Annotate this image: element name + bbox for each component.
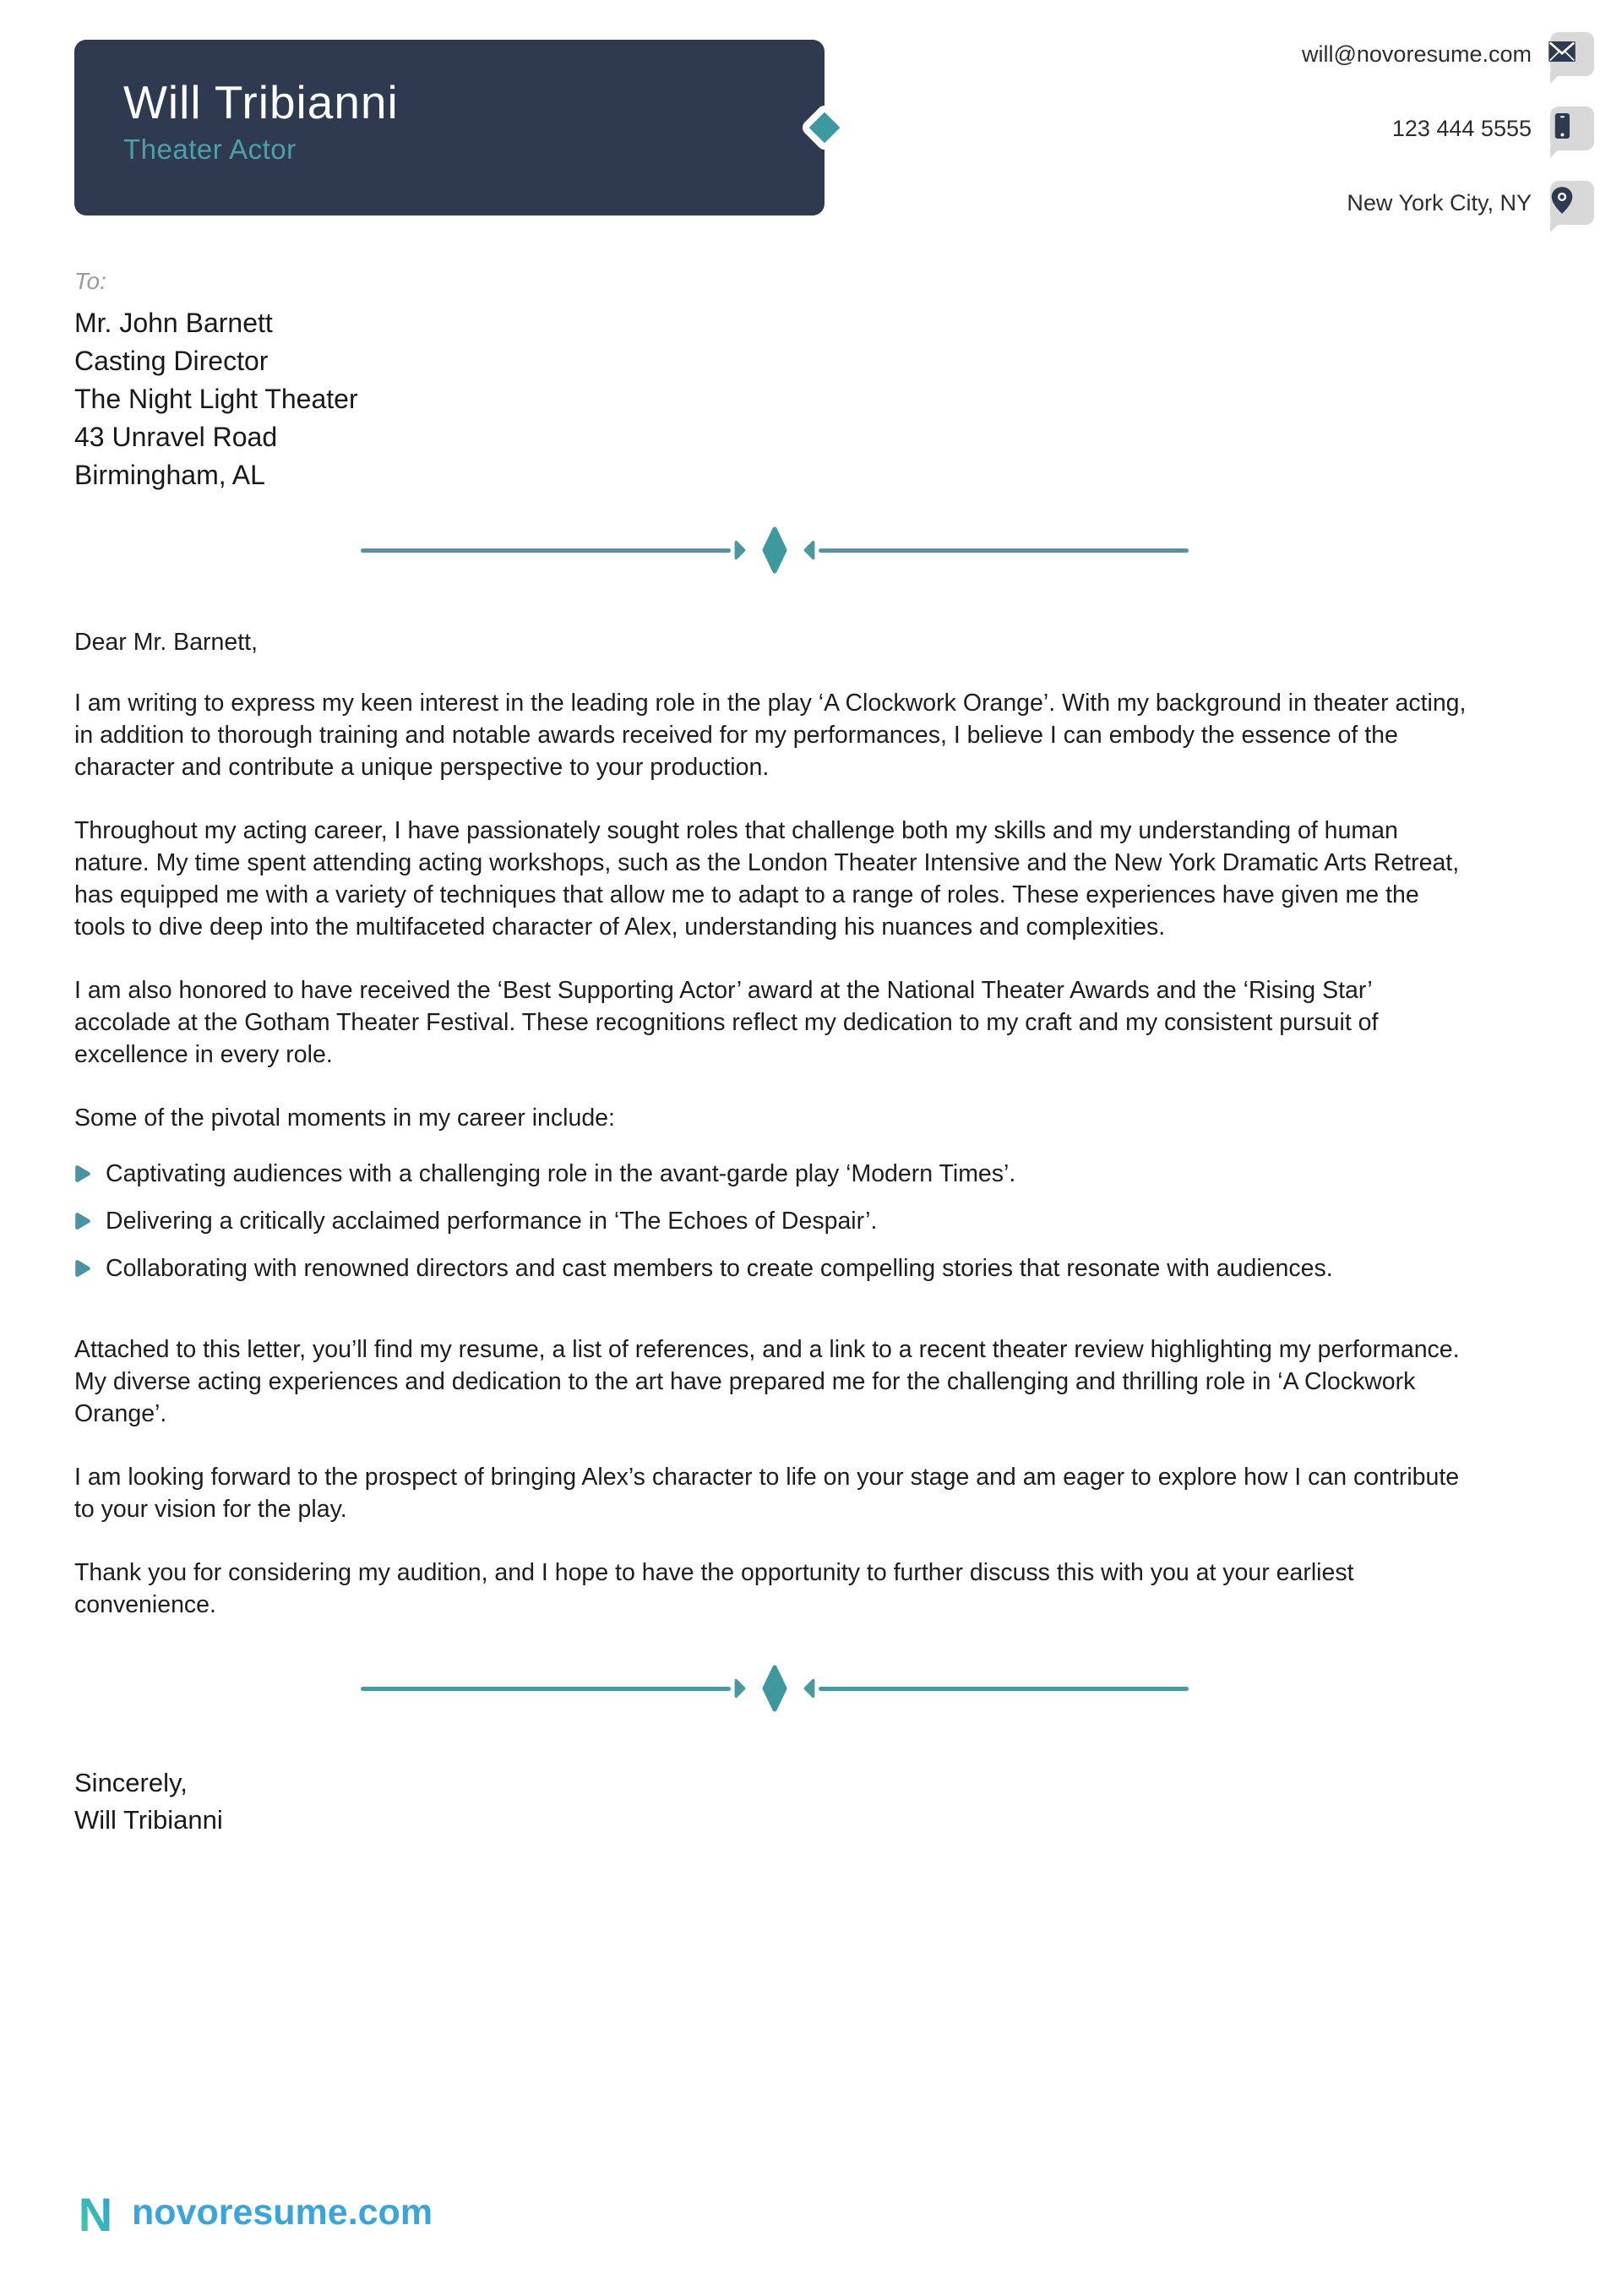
career-highlights-list (74, 1158, 1474, 1284)
diamond-icon (761, 526, 788, 574)
letter-paragraph: Throughout my acting career, I have passionately sought roles that challenge both my skills and my understanding of human nature. My time spent attending acting workshops, such as the London Theater Intensive and the New York Dramatic Arts Retreat, has equipped me with a variety of techniques that allow me to adapt to a range of roles. These experiences have given me the tools to dive deep into the multifaceted character of Alex, understanding his nuances and complexities. (74, 817, 1460, 941)
contact-phone-text: 123 444 5555 (1391, 115, 1532, 141)
arrow-right-icon (734, 540, 746, 560)
arrow-left-icon (803, 1678, 815, 1699)
letter-paragraph: I am writing to express my keen interest in the leading role in the play ‘A Clockwork Orange’. With my background in theater acting, in addition to thorough training and notable awards received for my performances, I believe I can embody the essence of the character and contribute a unique perspective to your production. (74, 690, 1467, 781)
list-item-text: Delivering a critically acclaimed performance in ‘The Echoes of Despair’. (106, 1208, 878, 1235)
recipient-street: 43 Unravel Road (74, 422, 278, 452)
list-item-text: Collaborating with renowned directors and cast members to create compelling stories that resonate with audiences. (106, 1255, 1333, 1282)
divider-line (819, 1687, 1189, 1691)
divider-line (361, 548, 731, 553)
arrow-left-icon (803, 540, 815, 560)
list-item (74, 1205, 1474, 1237)
recipient-company: The Night Light Theater (74, 384, 358, 414)
applicant-name: Will Tribianni (123, 76, 399, 128)
novoresume-logo-icon (71, 2189, 120, 2241)
contact-location-text: New York City, NY (1347, 189, 1532, 215)
contact-email-text: will@novoresume.com (1302, 41, 1532, 67)
footer-brand (71, 2189, 433, 2241)
arrow-right-icon (734, 1678, 746, 1699)
letter-paragraph: Thank you for considering my audition, and I hope to have the opportunity to further discuss this with you at your earliest convenience. (74, 1559, 1354, 1618)
divider-line (819, 548, 1189, 553)
list-item (74, 1252, 1474, 1284)
divider-line (361, 1687, 731, 1691)
recipient-address (74, 304, 1474, 494)
closing-signature: Will Tribianni (74, 1805, 223, 1835)
recipient-label: To: (74, 268, 106, 294)
bullet-arrow-icon (74, 1164, 91, 1183)
svg-text:N: N (78, 2189, 113, 2241)
bullet-arrow-icon (74, 1212, 91, 1230)
letter-paragraph: I am also honored to have received the ‘Best Supporting Actor’ award at the National Theater Awards and the ‘Rising Star’ accolade at the Gotham Theater Festival. These recognitions reflect my dedication to my craft and my consistent pursuit of excellence in every role. (74, 977, 1379, 1068)
section-divider (361, 526, 1189, 574)
letter-paragraph: I am looking forward to the prospect of bringing Alex’s character to life on your stage and am eager to explore how I can contribute to your vision for the play. (74, 1464, 1460, 1523)
list-intro: Some of the pivotal moments in my career include: (74, 1104, 615, 1132)
list-item-text: Captivating audiences with a challenging role in the avant-garde play ‘Modern Times’. (106, 1160, 1016, 1187)
recipient-name: Mr. John Barnett (74, 308, 273, 338)
bullet-arrow-icon (74, 1259, 91, 1278)
letter-paragraph: Attached to this letter, you’ll find my resume, a list of references, and a link to a recent theater review highlighting my performance. My diverse acting experiences and dedication to the art have prepared me for the challenging and thrilling role in ‘A Clockwork Orange’. (74, 1336, 1460, 1427)
recipient-city: Birmingham, AL (74, 460, 265, 490)
list-item (74, 1158, 1474, 1190)
letter-body (74, 626, 1474, 1621)
footer-brand-text: novoresume.com (132, 2191, 433, 2233)
recipient-title: Casting Director (74, 346, 269, 376)
closing-sincerely: Sincerely, (74, 1768, 188, 1797)
applicant-job-title: Theater Actor (123, 134, 297, 165)
diamond-icon (761, 1665, 788, 1712)
closing-block (74, 1764, 1474, 1839)
salutation: Dear Mr. Barnett, (74, 629, 258, 656)
section-divider (361, 1665, 1189, 1712)
